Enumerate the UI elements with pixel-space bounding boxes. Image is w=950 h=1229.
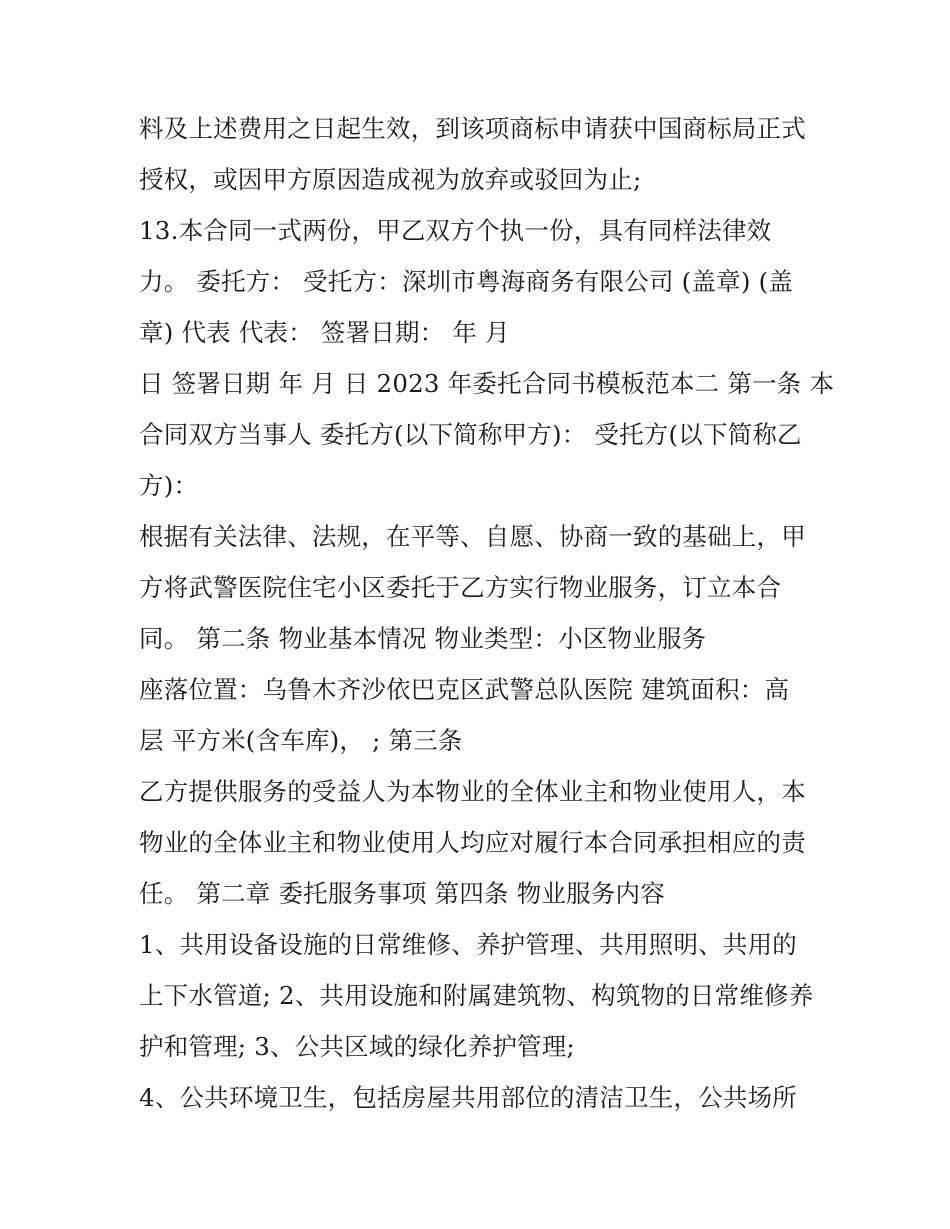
text-line: 合同双方当事人 委托方(以下简称甲方)： 受托方(以下简称乙	[139, 420, 802, 449]
text-line: 1、共用设备设施的日常维修、养护管理、共用照明、共用的	[139, 930, 797, 959]
text-line: 料及上述费用之日起生效，到该项商标申请获中国商标局正式	[139, 114, 806, 143]
text-line: 护和管理; 3、公共区域的绿化养护管理;	[139, 1032, 575, 1061]
text-line: 13.本合同一式两份，甲乙双方个执一份，具有同样法律效	[139, 216, 772, 245]
text-line: 乙方提供服务的受益人为本物业的全体业主和物业使用人，本	[139, 777, 806, 806]
text-line: 同。 第二条 物业基本情况 物业类型：小区物业服务	[139, 624, 707, 653]
text-line: 4、公共环境卫生，包括房屋共用部位的清洁卫生，公共场所	[139, 1083, 797, 1112]
text-line: 日 签署日期 年 月 日 2023 年委托合同书模板范本二 第一条 本	[139, 369, 835, 398]
text-line: 方将武警医院住宅小区委托于乙方实行物业服务，订立本合	[139, 573, 782, 602]
text-line: 授权，或因甲方原因造成视为放弃或驳回为止;	[139, 165, 642, 194]
text-line: 根据有关法律、法规，在平等、自愿、协商一致的基础上，甲	[139, 522, 806, 551]
text-line: 章) 代表 代表： 签署日期： 年 月	[139, 318, 510, 347]
text-line: 上下水管道; 2、共用设施和附属建筑物、构筑物的日常维修养	[139, 981, 814, 1010]
text-line: 方)：	[139, 471, 199, 500]
text-line: 层 平方米(含车库)， ; 第三条	[139, 726, 463, 755]
text-line: 力。 委托方： 受托方：深圳市粤海商务有限公司 (盖章) (盖	[139, 267, 794, 296]
text-line: 物业的全体业主和物业使用人均应对履行本合同承担相应的责	[139, 828, 806, 857]
text-line: 任。 第二章 委托服务事项 第四条 物业服务内容	[139, 879, 665, 908]
text-line: 座落位置：乌鲁木齐沙依巴克区武警总队医院 建筑面积：高	[139, 675, 790, 704]
